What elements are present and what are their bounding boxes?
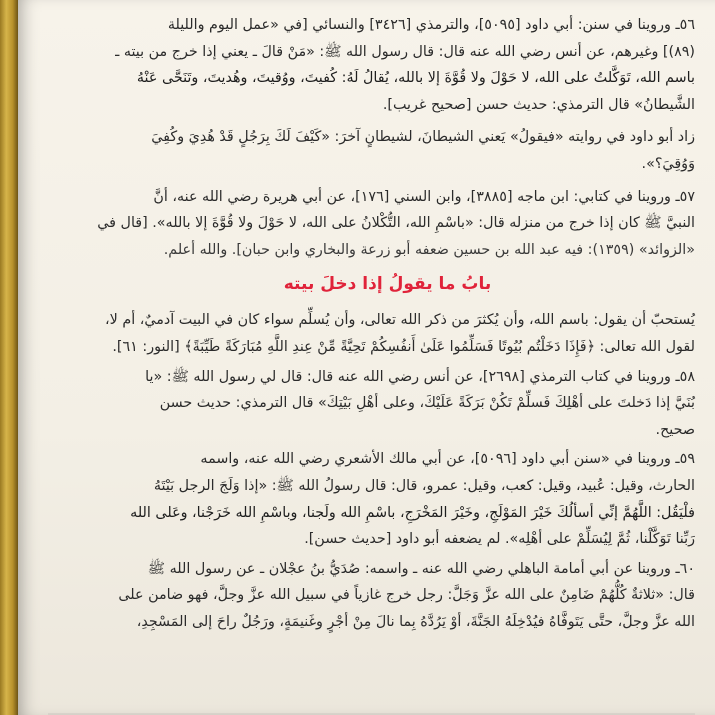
hadith-58-line-1: ٥٨ـ وروينا في كتاب الترمذي [٢٦٩٨]، عن أنس رضي الله عنه قال: قال لي رسول الله ﷺ: «يا <box>145 368 695 385</box>
gold-book-edge <box>0 0 18 715</box>
hadith-60-line-3: الله عزَّ وجلَّ، حتَّى يَتَوفَّاهُ فيُدْخِلَهُ الجَنَّةَ، أوْ يَرُدَّهُ بِما نالَ مِنْ أجْرٍ وغَنيمَةٍ، ورَجُلٌ راحَ إلى المَسْجِدِ، <box>136 613 695 630</box>
chapter-intro-line-2: لقول الله تعالى: ﴿فَإِذَا دَخَلْتُم بُيُوتًا فَسَلِّمُوا عَلَىٰ أَنفُسِكُمْ تَحِيَّةً مِّنْ عِندِ اللَّهِ مُبَارَكَةً طَيِّبَةً﴾ [النور: ٦١]. <box>112 338 695 355</box>
hadith-59-line-2: الحارث، وقيل: عُبيد، وقيل: كعب، وقيل: عمرو، قال: قال رسولُ الله ﷺ: «إذا وَلَجَ الرجل بَيْتَهُ <box>153 477 695 494</box>
hadith-56-line-3: باسم الله، تَوَكَّلتُ على الله، لا حَوْلَ ولا قُوَّةَ إلا بالله، يُقالُ لَهُ: كُفيتَ، ووُقيتَ، وهُديتَ، وتَنَحَّى عَنْهُ <box>136 70 695 87</box>
hadith-56-line-1: ٥٦ـ وروينا في سنن: أبي داود [٥٠٩٥]، والترمذي [٣٤٢٦] والنسائي [في «عمل اليوم والليلة <box>167 17 695 33</box>
hadith-57-line-1: ٥٧ـ وروينا في كتابي: ابن ماجه [٣٨٨٥]، وابن السني [١٧٦]، عن أبي هريرة رضي الله عنه، أنَّ <box>153 188 695 205</box>
book-page <box>18 0 715 715</box>
hadith-56-addition-line-2: وَوُقِيَ؟». <box>641 155 695 172</box>
hadith-59-line-3: فلْيَقُل: اللَّهُمَّ إنِّي أسألُكَ خَيْرَ المَوْلَجِ، وخَيْرَ المَخْرَجِ، باسْمِ الله ولَجنا، وباسْمِ الله خَرَجْنا، وعَلى الله <box>130 504 695 521</box>
hadith-58-line-3: صحيح. <box>655 421 695 438</box>
hadith-60-line-1: ٦٠ـ وروينا عن أبي أمامة الباهلي رضي الله عنه ـ واسمه: صُدَيُّ بنُ عجْلان ـ عن رسول الله ﷺ <box>147 560 695 577</box>
chapter-intro-line-1: يُستحبّ أن يقول: باسم الله، وأن يُكثرَ من ذكر الله تعالى، وأن يُسلِّم سواء كان في البيت آدميٌ، أم لا، <box>105 312 695 329</box>
hadith-60-line-2: قال: «ثلاثةٌ كُلُّهُمْ ضَامِنٌ على الله عزَّ وَجَلَّ: رجل خرج غازياً في سبيل الله عزَّ وجلَّ، فهو ضامن على <box>118 587 695 604</box>
hadith-59-line-1: ٥٩ـ وروينا في «سنن أبي داود [٥٠٩٦]، عن أبي مالك الأشعري رضي الله عنه، واسمه <box>200 451 695 468</box>
hadith-56-line-2: (٨٩)] وغيرهم، عن أنس رضي الله عنه قال: قال رسول الله ﷺ: «مَنْ قالَ ـ يعني إذا خرج من بيته ـ <box>115 43 695 60</box>
hadith-57-line-3: «الزوائد» (١٣٥٩): فيه عبد الله بن حسين ضعفه أبو زرعة والبخاري وابن حبان]. والله أعلم. <box>163 241 695 258</box>
hadith-56-line-4: الشَّيطانُ» قال الترمذي: حديث حسن [صحيح غريب]. <box>382 96 695 113</box>
page-text <box>80 12 695 635</box>
hadith-56-addition-line-1: زاد أبو داود في روايته «فيقولُ» يَعني الشيطانَ، لشيطانٍ آخرَ: «كَيْفَ لَكَ بِرَجُلٍ قَدْ هُدِيَ وكُفِيَ <box>151 129 695 146</box>
hadith-59-line-4: رَبِّنا تَوَكَّلْنا، ثُمَّ لِيُسَلِّمْ على أهْلِه». لم يضعفه أبو داود [حديث حسن]. <box>304 531 695 548</box>
chapter-heading: بابُ ما يقولُ إذا دخلَ بيته <box>283 274 492 295</box>
hadith-58-line-2: بُنَيَّ إذا دَخلتَ على أهْلِكَ فَسلِّمْ تَكُنْ بَرَكَةً عَلَيْكَ، وعلى أهْلِ بَيْتِكَ» قال الترمذي: حديث حسن <box>159 395 695 412</box>
hadith-57-line-2: النبيَّ ﷺ كان إذا خرج من منزله قال: «باسْمِ الله، التُّكْلانُ على الله، لا حَوْلَ ولا قُوَّةَ إلا بالله». [قال في <box>97 215 695 232</box>
